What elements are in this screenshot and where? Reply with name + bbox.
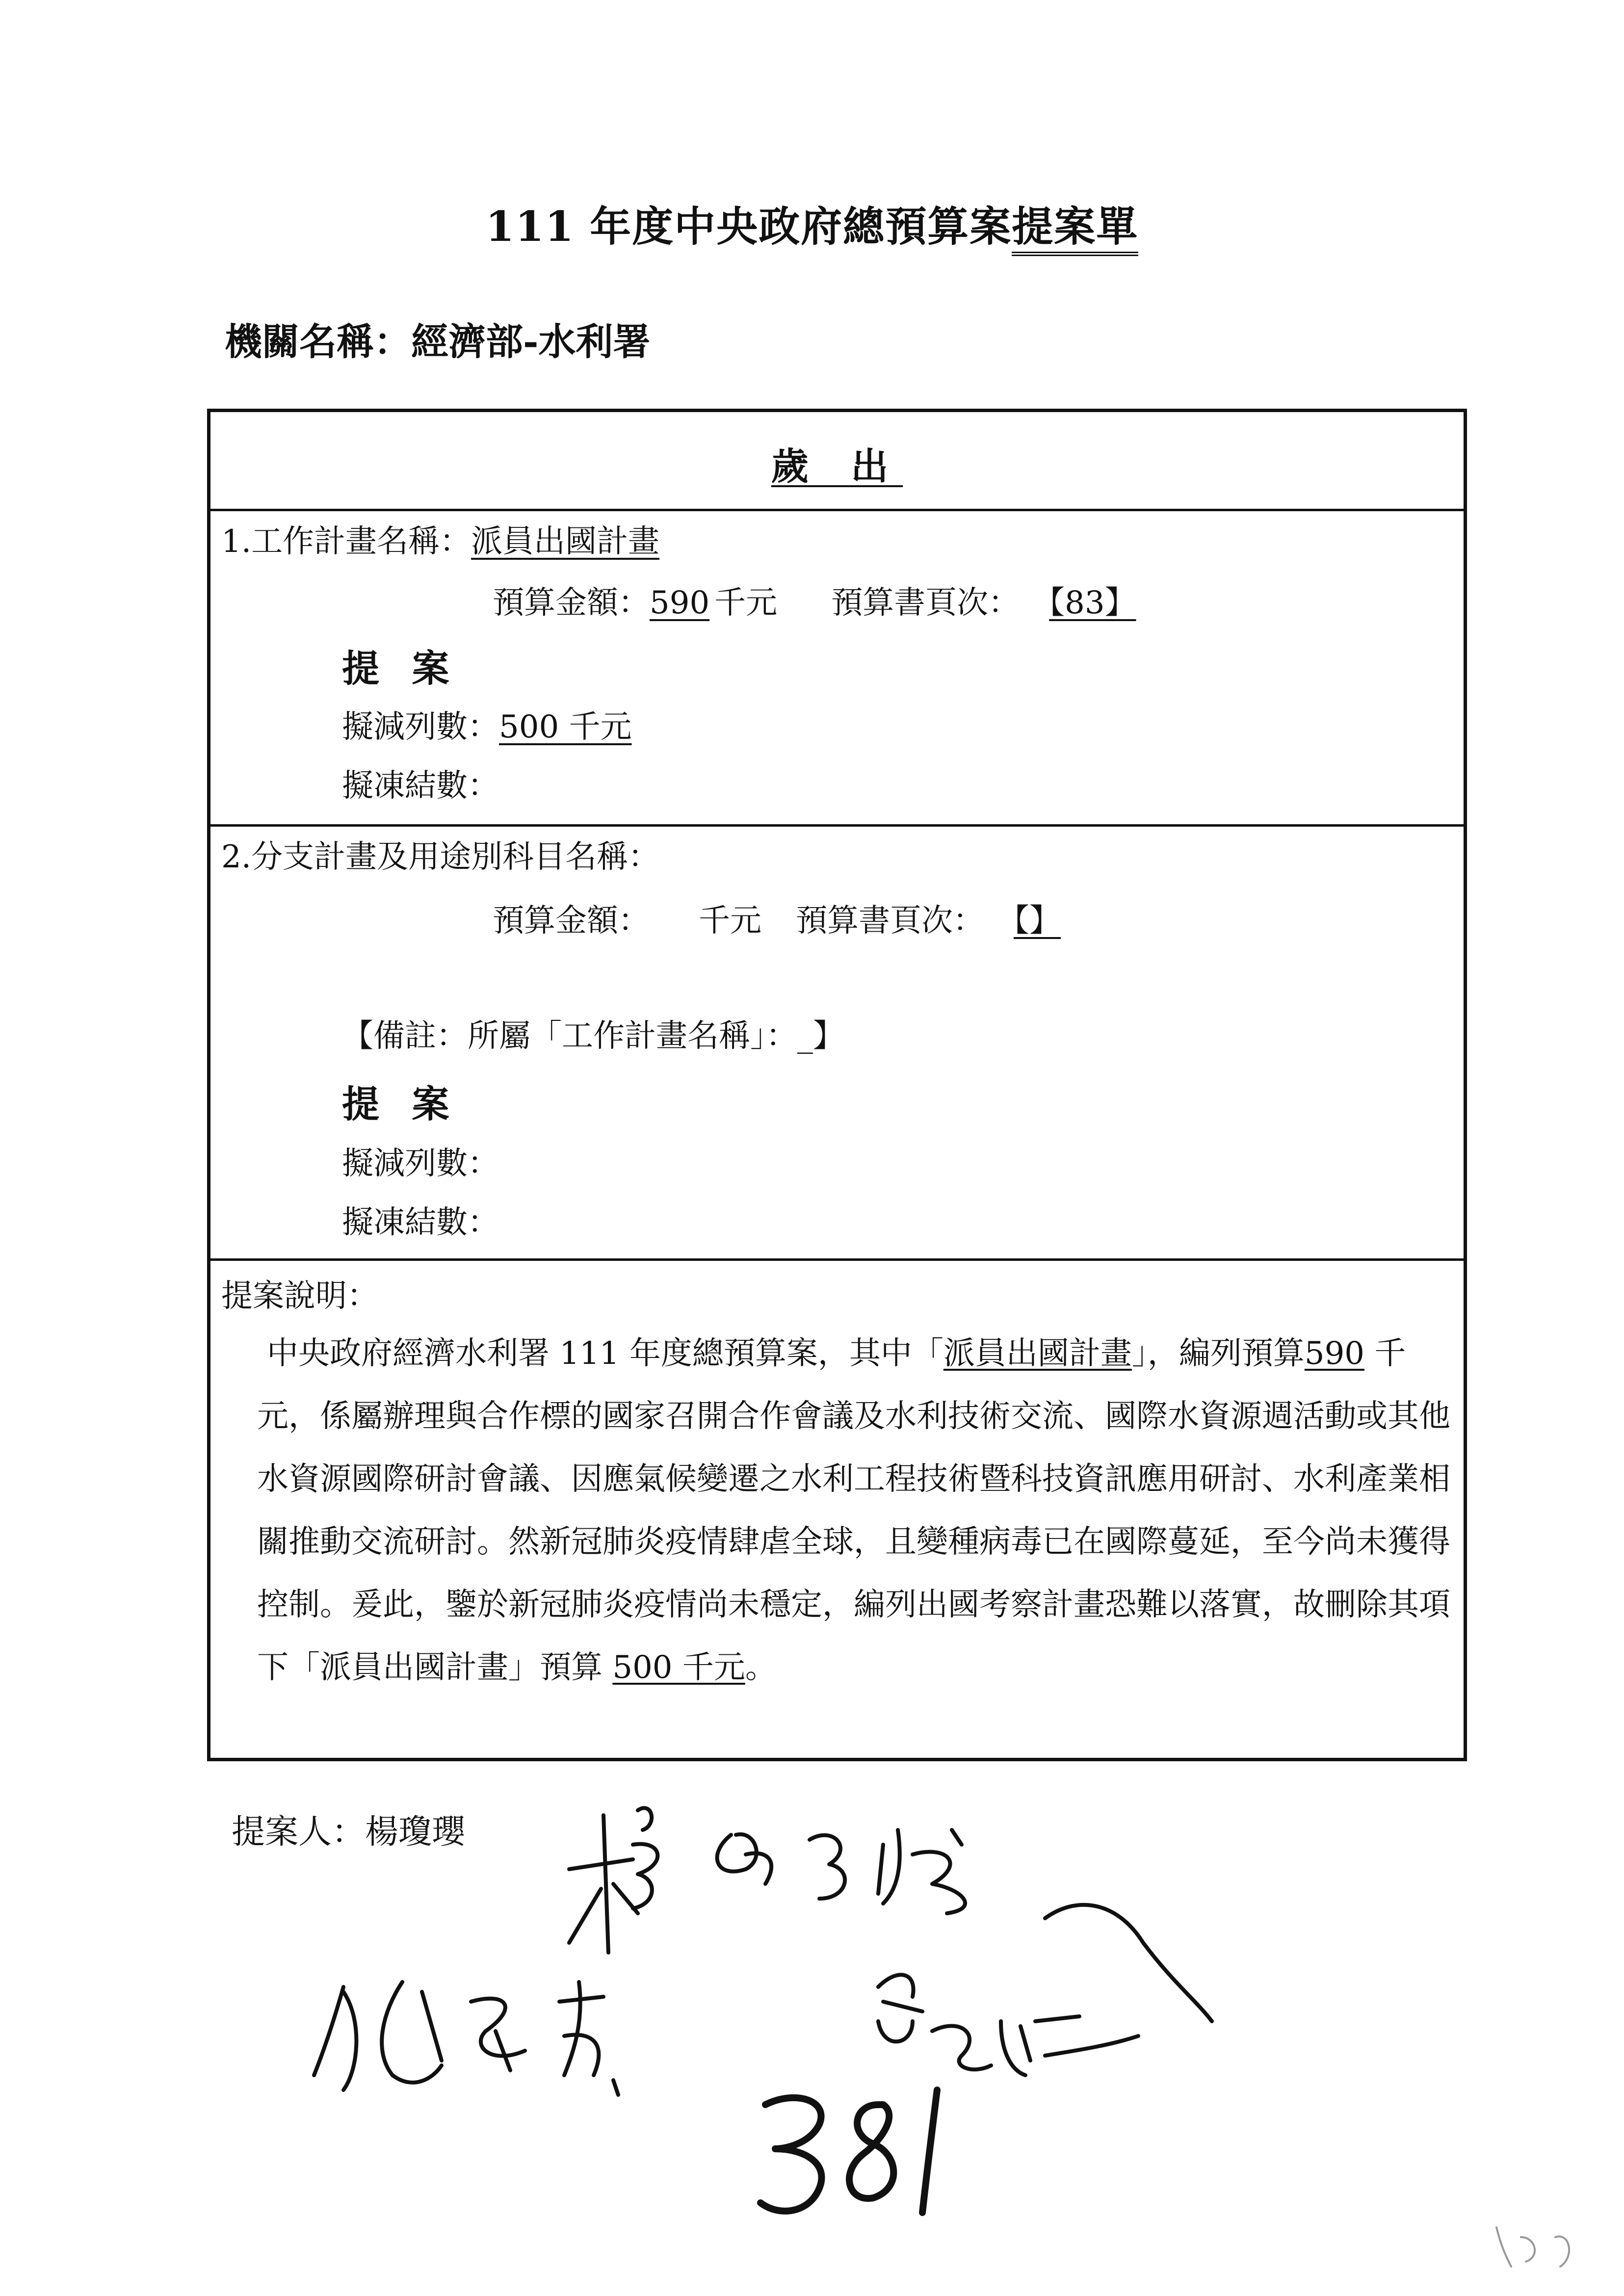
item1-page-label: 預算書頁次：: [831, 585, 1020, 621]
item2-page-label: 預算書頁次：: [796, 903, 984, 939]
item2-label: 2.分支計畫及用途別科目名稱：: [221, 839, 660, 875]
item1-name: 派員出國計畫: [471, 523, 660, 560]
signature-1: [569, 1808, 965, 1953]
item1-budget-unit: 千元: [714, 585, 778, 621]
explanation-reduce-amount: 500 千元: [612, 1649, 745, 1686]
item1-reduce-value: 500 千元: [499, 709, 632, 745]
item2-page-value: 【】: [1014, 903, 1061, 939]
item1-label: 1.工作計畫名稱：: [221, 523, 471, 560]
title-suffix: 提案單: [1012, 202, 1138, 256]
explanation-amount: 590: [1304, 1335, 1364, 1372]
item2-proposal-heading: 提 案: [342, 1082, 459, 1126]
explanation-project-name: 派員出國計畫: [943, 1335, 1132, 1372]
explanation-text: 千元，係屬辦理與合作標的國家召開合作會議及水利技術交流、國際水資源週活動或其他水資源國際研討會議、因應氣候變遷之水利工程技術暨科技資訊應用研討、水利產業相關推動交流研討。然新冠肺炎疫情肆虐全球，且變種病毒已在國際蔓延，至今尚未獲得控制。爰此，鑒於新冠肺炎疫情尚未穩定，編列出國考察計畫恐難以落實，故刪除其項下「派員出國計畫」預算: [257, 1335, 1450, 1686]
agency-name: 經濟部-水利署: [411, 320, 651, 364]
item2-freeze-label: 擬凍結數：: [342, 1204, 499, 1241]
item1-budget-label: 預算金額：: [493, 585, 650, 621]
item1-proposal-heading: 提 案: [342, 647, 459, 690]
item1-reduce-label: 擬減列數：: [342, 709, 499, 745]
signature-2: [314, 1982, 618, 2095]
item1-budget-value: 590: [650, 585, 710, 621]
item1-page-value: 【83】: [1049, 585, 1136, 621]
explanation-text: 。: [745, 1649, 777, 1686]
title-main: 111 年度中央政府總預算案: [485, 202, 1012, 251]
explanation-text: 」，編列預算: [1131, 1335, 1305, 1372]
explanation-text: 中央政府經濟水利署 111 年度總預算案，其中「: [267, 1335, 943, 1372]
explanation-label: 提案說明：: [221, 1278, 378, 1314]
item2-budget-unit: 千元: [699, 903, 761, 939]
item2-note: 【備註：所屬「工作計畫名稱」：_】: [342, 1018, 844, 1054]
agency-label: 機關名稱：: [225, 320, 411, 364]
item1-freeze-label: 擬凍結數：: [342, 768, 499, 804]
proposer-name: 楊瓊瓔: [365, 1813, 466, 1852]
section-heading-expenditure: 歲 出: [771, 444, 903, 488]
handwritten-number-381: [760, 2090, 937, 2213]
proposer-label: 提案人：: [232, 1813, 366, 1852]
signature-3: [878, 1905, 1212, 2075]
faint-page-mark: [1496, 2227, 1569, 2267]
item2-reduce-label: 擬減列數：: [342, 1146, 499, 1182]
item2-budget-label: 預算金額：: [493, 903, 650, 939]
